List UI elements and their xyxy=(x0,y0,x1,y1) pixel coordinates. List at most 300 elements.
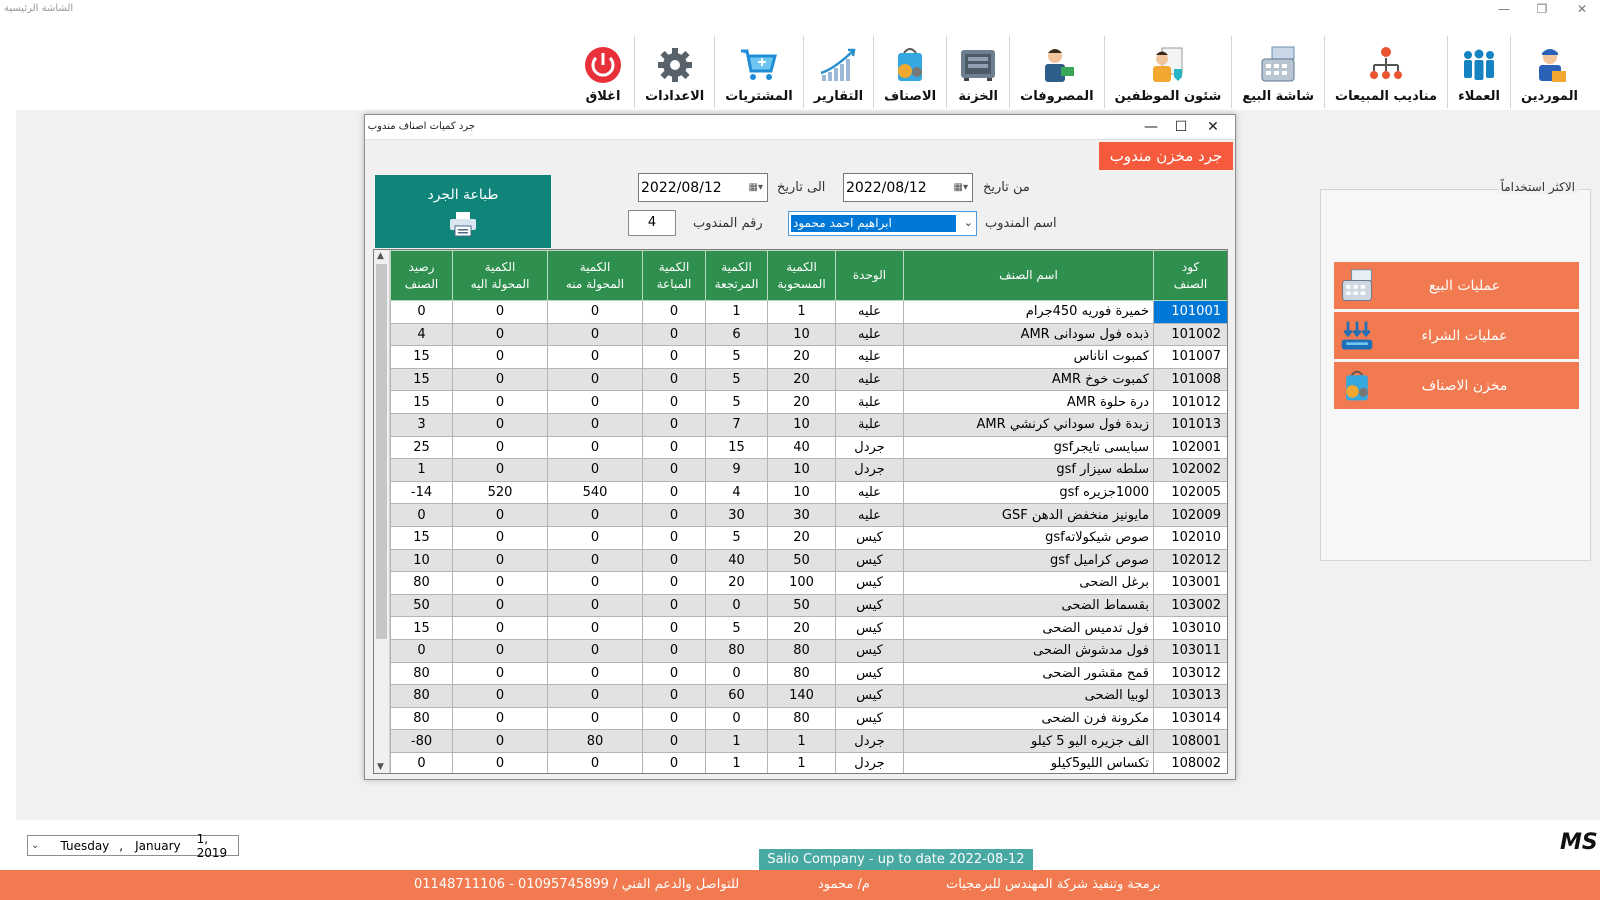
table-cell[interactable]: زبدة فول سوداني كرنشي AMR xyxy=(904,413,1154,436)
table-cell[interactable]: 40 xyxy=(768,436,836,459)
table-cell[interactable]: 540 xyxy=(548,481,643,504)
table-cell[interactable]: 20 xyxy=(768,346,836,369)
side-button-label: عمليات البيع xyxy=(1428,277,1501,294)
table-cell[interactable]: 1 xyxy=(706,752,768,773)
table-cell[interactable]: كمبوت خوخ AMR xyxy=(904,368,1154,391)
table-cell[interactable]: 15 xyxy=(391,617,453,640)
table-cell[interactable]: 0 xyxy=(548,752,643,773)
table-cell[interactable]: 80 xyxy=(391,707,453,730)
table-cell[interactable]: 101002 xyxy=(1154,323,1228,346)
table-cell[interactable]: 108001 xyxy=(1154,730,1228,753)
table-cell[interactable]: 0 xyxy=(643,549,706,572)
table-cell[interactable]: جردل xyxy=(836,752,904,773)
dialog-header-badge: جرد مخزن مندوب xyxy=(1099,142,1233,170)
table-cell[interactable]: كيس xyxy=(836,572,904,595)
restore-button[interactable]: ❐ xyxy=(1536,2,1548,16)
table-row[interactable] xyxy=(391,323,1228,346)
employee-affairs-icon xyxy=(1147,44,1189,86)
inventory-grid[interactable] xyxy=(373,249,1228,774)
column-header-line2: المحولة منه xyxy=(565,276,625,291)
table-cell[interactable]: 0 xyxy=(453,301,548,324)
calendar-dropdown-icon[interactable]: ▦▾ xyxy=(953,182,968,193)
purchase-icon xyxy=(1334,312,1380,359)
table-cell[interactable]: 0 xyxy=(548,413,643,436)
table-cell[interactable]: 5 xyxy=(706,391,768,414)
table-row[interactable] xyxy=(391,346,1228,369)
table-cell[interactable]: 0 xyxy=(643,572,706,595)
column-header[interactable] xyxy=(548,251,643,301)
table-cell[interactable]: 50 xyxy=(391,594,453,617)
table-cell[interactable]: جردل xyxy=(836,730,904,753)
table-cell[interactable]: عليه xyxy=(836,481,904,504)
table-cell[interactable]: 15 xyxy=(391,368,453,391)
table-cell[interactable]: 103012 xyxy=(1154,662,1228,685)
toolbar-label: العملاء xyxy=(1458,89,1500,104)
table-cell[interactable]: 102010 xyxy=(1154,526,1228,549)
customers-icon xyxy=(1458,44,1500,86)
table-cell[interactable]: 15 xyxy=(391,391,453,414)
table-cell[interactable]: 10 xyxy=(391,549,453,572)
table-row[interactable] xyxy=(391,730,1228,753)
footer-name: م/ محمود xyxy=(818,877,870,892)
items-store-button[interactable] xyxy=(1334,362,1579,409)
to-date-picker[interactable] xyxy=(638,173,768,202)
table-cell[interactable]: 101013 xyxy=(1154,413,1228,436)
date-value: 1, 2019 xyxy=(196,831,228,860)
table-cell[interactable]: 108002 xyxy=(1154,752,1228,773)
print-button-label: طباعة الجرد xyxy=(427,187,499,203)
table-cell[interactable]: 0 xyxy=(643,413,706,436)
table-cell[interactable]: 0 xyxy=(453,504,548,527)
column-header[interactable] xyxy=(643,251,706,301)
table-cell[interactable]: عليه xyxy=(836,323,904,346)
table-cell[interactable]: 80 xyxy=(768,707,836,730)
table-cell[interactable]: 40 xyxy=(706,549,768,572)
date-month: January xyxy=(135,838,181,853)
table-cell[interactable]: 0 xyxy=(548,685,643,708)
table-cell[interactable]: 0 xyxy=(453,368,548,391)
table-cell[interactable]: 0 xyxy=(643,368,706,391)
table-cell[interactable]: 10 xyxy=(768,413,836,436)
table-cell[interactable]: 0 xyxy=(548,436,643,459)
table-cell[interactable]: 520 xyxy=(453,481,548,504)
table-cell[interactable]: 103013 xyxy=(1154,685,1228,708)
table-cell[interactable]: 0 xyxy=(391,301,453,324)
table-cell[interactable]: كيس xyxy=(836,707,904,730)
column-header[interactable] xyxy=(706,251,768,301)
table-cell[interactable]: 0 xyxy=(548,639,643,662)
table-row[interactable] xyxy=(391,481,1228,504)
table-row[interactable] xyxy=(391,617,1228,640)
table-cell[interactable]: 103001 xyxy=(1154,572,1228,595)
table-cell[interactable]: لوبيا الضحى xyxy=(904,685,1154,708)
toolbar-customers-button[interactable] xyxy=(1447,36,1510,108)
table-cell[interactable]: بقسماط الضحى xyxy=(904,594,1154,617)
table-cell[interactable]: سلطه سيزار gsf xyxy=(904,459,1154,482)
table-cell[interactable]: 3 xyxy=(391,413,453,436)
table-cell[interactable]: 0 xyxy=(643,436,706,459)
table-cell[interactable]: 0 xyxy=(643,662,706,685)
table-cell[interactable]: برغل الضحى xyxy=(904,572,1154,595)
table-cell[interactable]: 15 xyxy=(391,526,453,549)
table-cell[interactable]: عليه xyxy=(836,346,904,369)
scrollbar-thumb[interactable] xyxy=(376,264,387,639)
table-cell[interactable]: 0 xyxy=(643,594,706,617)
most-used-panel xyxy=(1320,180,1591,561)
table-cell[interactable]: 0 xyxy=(706,707,768,730)
table-cell[interactable]: 101012 xyxy=(1154,391,1228,414)
table-cell[interactable]: 4 xyxy=(706,481,768,504)
side-button-label: عمليات الشراء xyxy=(1421,327,1508,344)
table-cell[interactable]: 0 xyxy=(643,617,706,640)
table-cell[interactable]: 0 xyxy=(453,752,548,773)
table-cell[interactable]: 15 xyxy=(706,436,768,459)
toolbar-label: اغلاق xyxy=(585,89,621,104)
column-header[interactable] xyxy=(836,251,904,301)
table-cell[interactable]: مايونيز منخفض الدهن GSF xyxy=(904,504,1154,527)
grid-vertical-scrollbar[interactable] xyxy=(374,250,390,773)
table-cell[interactable]: 80 xyxy=(768,639,836,662)
toolbar-label: الخزنة xyxy=(958,89,998,104)
table-cell[interactable]: 100 xyxy=(768,572,836,595)
table-cell[interactable]: 0 xyxy=(643,481,706,504)
table-row[interactable] xyxy=(391,662,1228,685)
table-cell[interactable]: تكساس الليو5كيلو xyxy=(904,752,1154,773)
table-cell[interactable]: 50 xyxy=(768,594,836,617)
table-cell[interactable]: 0 xyxy=(548,346,643,369)
table-cell[interactable]: 20 xyxy=(768,391,836,414)
table-cell[interactable]: 0 xyxy=(548,594,643,617)
table-cell[interactable]: 0 xyxy=(643,459,706,482)
table-cell[interactable]: 1 xyxy=(706,301,768,324)
table-cell[interactable]: 0 xyxy=(453,707,548,730)
company-status-bar: Salio Company - up to date 2022-08-12 xyxy=(759,849,1033,870)
table-cell[interactable]: درة حلوة AMR xyxy=(904,391,1154,414)
table-cell[interactable]: 10 xyxy=(768,323,836,346)
table-cell[interactable]: 0 xyxy=(548,459,643,482)
table-cell[interactable]: 20 xyxy=(768,526,836,549)
table-cell[interactable]: خميرة فوريه 450جرام xyxy=(904,301,1154,324)
table-cell[interactable]: 0 xyxy=(548,526,643,549)
toolbar-sales-reps-button[interactable] xyxy=(1324,36,1447,108)
table-cell[interactable]: 10 xyxy=(768,459,836,482)
table-cell[interactable]: 0 xyxy=(391,639,453,662)
table-row[interactable] xyxy=(391,549,1228,572)
table-cell[interactable]: 80 xyxy=(391,662,453,685)
table-cell[interactable]: 0 xyxy=(548,323,643,346)
table-cell[interactable]: 0 xyxy=(706,594,768,617)
table-cell[interactable]: 0 xyxy=(391,752,453,773)
table-cell[interactable]: 102002 xyxy=(1154,459,1228,482)
toolbar-purchases-button[interactable] xyxy=(714,36,803,108)
table-cell[interactable]: 20 xyxy=(768,368,836,391)
table-cell[interactable]: 101001 xyxy=(1154,301,1228,324)
table-cell[interactable]: 5 xyxy=(706,346,768,369)
column-header-line1: الكمية xyxy=(786,259,817,274)
table-cell[interactable]: 102009 xyxy=(1154,504,1228,527)
table-cell[interactable]: كيس xyxy=(836,639,904,662)
table-cell[interactable]: 103002 xyxy=(1154,594,1228,617)
toolbar-label: مناديب المبيعات xyxy=(1335,89,1438,104)
table-cell[interactable]: سبايسى تايجرgsf xyxy=(904,436,1154,459)
rep-number-label: رقم المندوب xyxy=(693,216,763,231)
table-cell[interactable]: 103010 xyxy=(1154,617,1228,640)
rep-name-label: اسم المندوب xyxy=(985,216,1057,231)
table-row[interactable] xyxy=(391,707,1228,730)
table-cell[interactable]: 6 xyxy=(706,323,768,346)
table-cell[interactable]: عليه xyxy=(836,504,904,527)
table-cell[interactable]: 0 xyxy=(548,572,643,595)
table-cell[interactable]: 0 xyxy=(643,391,706,414)
toolbar-settings-button[interactable] xyxy=(634,36,714,108)
table-cell[interactable]: الف جزيره اليو 5 كيلو xyxy=(904,730,1154,753)
scroll-down-icon[interactable]: ▼ xyxy=(377,762,384,772)
table-cell[interactable]: كيس xyxy=(836,526,904,549)
scroll-up-icon[interactable]: ▲ xyxy=(377,251,384,261)
table-cell[interactable]: 1 xyxy=(391,459,453,482)
side-button-label: مخزن الاصناف xyxy=(1421,377,1508,394)
table-cell[interactable]: 102001 xyxy=(1154,436,1228,459)
items-store-icon xyxy=(1334,362,1380,409)
toolbar-items-button[interactable] xyxy=(873,36,946,108)
toolbar-pos-screen-button[interactable] xyxy=(1231,36,1324,108)
table-cell[interactable]: 0 xyxy=(643,504,706,527)
table-row[interactable] xyxy=(391,526,1228,549)
table-row[interactable] xyxy=(391,639,1228,662)
table-cell[interactable]: عليه xyxy=(836,301,904,324)
table-cell[interactable]: 0 xyxy=(548,301,643,324)
table-cell[interactable]: 7 xyxy=(706,413,768,436)
table-cell[interactable]: 1 xyxy=(768,730,836,753)
purchase-operations-button[interactable] xyxy=(1334,312,1579,359)
table-row[interactable] xyxy=(391,685,1228,708)
table-cell[interactable]: 0 xyxy=(548,368,643,391)
table-cell[interactable]: 0 xyxy=(643,323,706,346)
column-header-line1: اسم الصنف xyxy=(999,268,1058,282)
table-cell[interactable]: فول تدميس الضحى xyxy=(904,617,1154,640)
power-icon xyxy=(582,44,624,86)
table-cell[interactable]: 102005 xyxy=(1154,481,1228,504)
table-cell[interactable]: علبة xyxy=(836,391,904,414)
column-header[interactable] xyxy=(391,251,453,301)
gear-icon xyxy=(654,44,696,86)
table-cell[interactable]: 60 xyxy=(706,685,768,708)
from-date-label: من تاريخ xyxy=(983,180,1030,195)
chevron-down-icon[interactable]: ⌄ xyxy=(31,840,40,851)
table-cell[interactable]: 0 xyxy=(453,572,548,595)
table-cell[interactable]: 1 xyxy=(768,301,836,324)
table-cell[interactable]: 80 xyxy=(391,685,453,708)
table-cell[interactable]: 0 xyxy=(453,436,548,459)
table-cell[interactable]: 0 xyxy=(453,617,548,640)
table-cell[interactable]: قمح مقشور الضحى xyxy=(904,662,1154,685)
to-date-value: 2022/08/12 xyxy=(641,179,722,196)
table-cell[interactable]: فول مدشوش الضحى xyxy=(904,639,1154,662)
table-cell[interactable]: 10 xyxy=(768,481,836,504)
table-row[interactable] xyxy=(391,504,1228,527)
table-cell[interactable]: 0 xyxy=(453,662,548,685)
table-cell[interactable]: 140 xyxy=(768,685,836,708)
table-cell[interactable]: 30 xyxy=(768,504,836,527)
table-cell[interactable]: 0 xyxy=(643,301,706,324)
table-cell[interactable]: 1000جزيره gsf xyxy=(904,481,1154,504)
table-cell[interactable]: 14- xyxy=(391,481,453,504)
table-cell[interactable]: 101008 xyxy=(1154,368,1228,391)
safe-icon xyxy=(957,44,999,86)
supplier-icon xyxy=(1529,44,1571,86)
table-cell[interactable]: 50 xyxy=(768,549,836,572)
toolbar-reports-button[interactable] xyxy=(803,36,873,108)
table-cell[interactable]: علبة xyxy=(836,413,904,436)
table-cell[interactable]: 0 xyxy=(548,391,643,414)
column-header-line1: الكمية xyxy=(658,259,690,274)
table-cell[interactable]: جردل xyxy=(836,459,904,482)
table-cell[interactable]: 0 xyxy=(391,504,453,527)
table-cell[interactable]: 80 xyxy=(768,662,836,685)
toolbar-label: شئون الموظفين xyxy=(1114,89,1222,104)
table-cell[interactable]: 0 xyxy=(453,594,548,617)
table-cell[interactable]: 5 xyxy=(706,617,768,640)
chevron-down-icon[interactable]: ⌄ xyxy=(963,216,973,229)
table-cell[interactable]: 0 xyxy=(706,662,768,685)
table-cell[interactable]: 80- xyxy=(391,730,453,753)
ms-logo: MS xyxy=(1560,830,1598,855)
close-button[interactable]: ✕ xyxy=(1576,2,1588,16)
expenses-icon xyxy=(1036,44,1078,86)
table-cell[interactable]: 101007 xyxy=(1154,346,1228,369)
table-cell[interactable]: 0 xyxy=(453,323,548,346)
table-cell[interactable]: صوص شيكولاتهgsf xyxy=(904,526,1154,549)
table-cell[interactable]: 0 xyxy=(643,685,706,708)
table-cell[interactable]: 9 xyxy=(706,459,768,482)
table-cell[interactable]: 0 xyxy=(643,639,706,662)
table-row[interactable] xyxy=(391,436,1228,459)
dialog-minimize-button[interactable]: — xyxy=(1144,119,1158,135)
table-cell[interactable]: 0 xyxy=(643,707,706,730)
toolbar-suppliers-button[interactable] xyxy=(1510,36,1588,108)
table-cell[interactable]: 1 xyxy=(706,730,768,753)
table-cell[interactable]: 0 xyxy=(643,752,706,773)
table-cell[interactable]: 0 xyxy=(453,549,548,572)
table-cell[interactable]: كيس xyxy=(836,685,904,708)
table-cell[interactable]: 15 xyxy=(391,346,453,369)
rep-number-field[interactable]: 4 xyxy=(628,210,676,236)
table-row[interactable] xyxy=(391,413,1228,436)
table-cell[interactable]: 20 xyxy=(768,617,836,640)
table-cell[interactable]: مكرونة فرن الضحى xyxy=(904,707,1154,730)
reports-chart-icon xyxy=(817,44,859,86)
table-cell[interactable]: عليه xyxy=(836,368,904,391)
calendar-dropdown-icon[interactable]: ▦▾ xyxy=(748,182,763,193)
toolbar-expenses-button[interactable] xyxy=(1009,36,1104,108)
sales-operations-button[interactable] xyxy=(1334,262,1579,309)
table-cell[interactable]: 0 xyxy=(548,662,643,685)
dialog-close-button[interactable]: ✕ xyxy=(1207,119,1219,135)
table-row[interactable] xyxy=(391,301,1228,324)
column-header[interactable] xyxy=(768,251,836,301)
table-cell[interactable]: 80 xyxy=(391,572,453,595)
minimize-button[interactable]: — xyxy=(1498,2,1510,16)
cash-register-icon xyxy=(1334,262,1380,309)
table-row[interactable] xyxy=(391,391,1228,414)
column-header-line2: الصنف xyxy=(404,276,439,291)
table-cell[interactable]: صوص كراميل gsf xyxy=(904,549,1154,572)
table-cell[interactable]: كيس xyxy=(836,549,904,572)
table-row[interactable] xyxy=(391,594,1228,617)
table-cell[interactable]: كيس xyxy=(836,594,904,617)
table-cell[interactable]: 0 xyxy=(643,526,706,549)
toolbar-safe-button[interactable] xyxy=(946,36,1009,108)
table-cell[interactable]: 102012 xyxy=(1154,549,1228,572)
table-cell[interactable]: 4 xyxy=(391,323,453,346)
toolbar-employee-affairs-button[interactable] xyxy=(1104,36,1232,108)
bottom-date-picker[interactable] xyxy=(27,831,239,860)
table-cell[interactable]: 0 xyxy=(453,730,548,753)
table-cell[interactable]: كمبوت اناناس xyxy=(904,346,1154,369)
from-date-picker[interactable] xyxy=(843,173,973,202)
table-cell[interactable]: 1 xyxy=(768,752,836,773)
table-cell[interactable]: 80 xyxy=(548,730,643,753)
table-row[interactable] xyxy=(391,368,1228,391)
table-row[interactable] xyxy=(391,752,1228,773)
table-body xyxy=(391,301,1228,774)
table-cell[interactable]: 103014 xyxy=(1154,707,1228,730)
table-cell[interactable]: 20 xyxy=(706,572,768,595)
dialog-title: جرد كميات اصناف مندوب xyxy=(367,121,475,132)
table-cell[interactable]: 0 xyxy=(453,526,548,549)
table-cell[interactable]: 0 xyxy=(453,685,548,708)
column-header-line2: المرتجعة xyxy=(714,276,759,291)
table-cell[interactable]: جردل xyxy=(836,436,904,459)
table-cell[interactable]: 0 xyxy=(548,617,643,640)
table-cell[interactable]: 0 xyxy=(548,549,643,572)
table-cell[interactable]: 0 xyxy=(453,639,548,662)
table-cell[interactable]: 5 xyxy=(706,368,768,391)
toolbar-label: المشتريات xyxy=(725,89,793,104)
table-cell[interactable]: 103011 xyxy=(1154,639,1228,662)
table-cell[interactable]: كيس xyxy=(836,617,904,640)
toolbar-close-button[interactable] xyxy=(572,36,634,108)
table-cell[interactable]: 0 xyxy=(453,391,548,414)
table-cell[interactable]: 0 xyxy=(548,504,643,527)
table-cell[interactable]: 0 xyxy=(643,346,706,369)
column-header[interactable] xyxy=(1154,251,1228,301)
table-cell[interactable]: 0 xyxy=(643,730,706,753)
table-cell[interactable]: 25 xyxy=(391,436,453,459)
column-header-line1: الكمية xyxy=(721,259,752,274)
table-cell[interactable]: 80 xyxy=(706,639,768,662)
column-header[interactable] xyxy=(904,251,1154,301)
table-cell[interactable]: 0 xyxy=(453,413,548,436)
from-date-value: 2022/08/12 xyxy=(846,179,927,196)
table-cell[interactable]: 0 xyxy=(548,707,643,730)
table-row[interactable] xyxy=(391,459,1228,482)
table-cell[interactable]: كيس xyxy=(836,662,904,685)
dialog-maximize-button[interactable]: ☐ xyxy=(1174,119,1188,135)
column-header-line1: كود xyxy=(1181,259,1200,274)
table-cell[interactable]: 30 xyxy=(706,504,768,527)
table-cell[interactable]: ذبده فول سودانى AMR xyxy=(904,323,1154,346)
footer-credit: برمجة وتنفيذ شركة المهندس للبرمجيات xyxy=(946,877,1161,892)
table-cell[interactable]: 0 xyxy=(453,459,548,482)
footer-bar xyxy=(0,870,1600,900)
column-header[interactable] xyxy=(453,251,548,301)
table-cell[interactable]: 5 xyxy=(706,526,768,549)
print-inventory-button[interactable] xyxy=(375,175,551,248)
rep-name-select[interactable] xyxy=(788,211,977,236)
table-cell[interactable]: 0 xyxy=(453,346,548,369)
table-row[interactable] xyxy=(391,572,1228,595)
